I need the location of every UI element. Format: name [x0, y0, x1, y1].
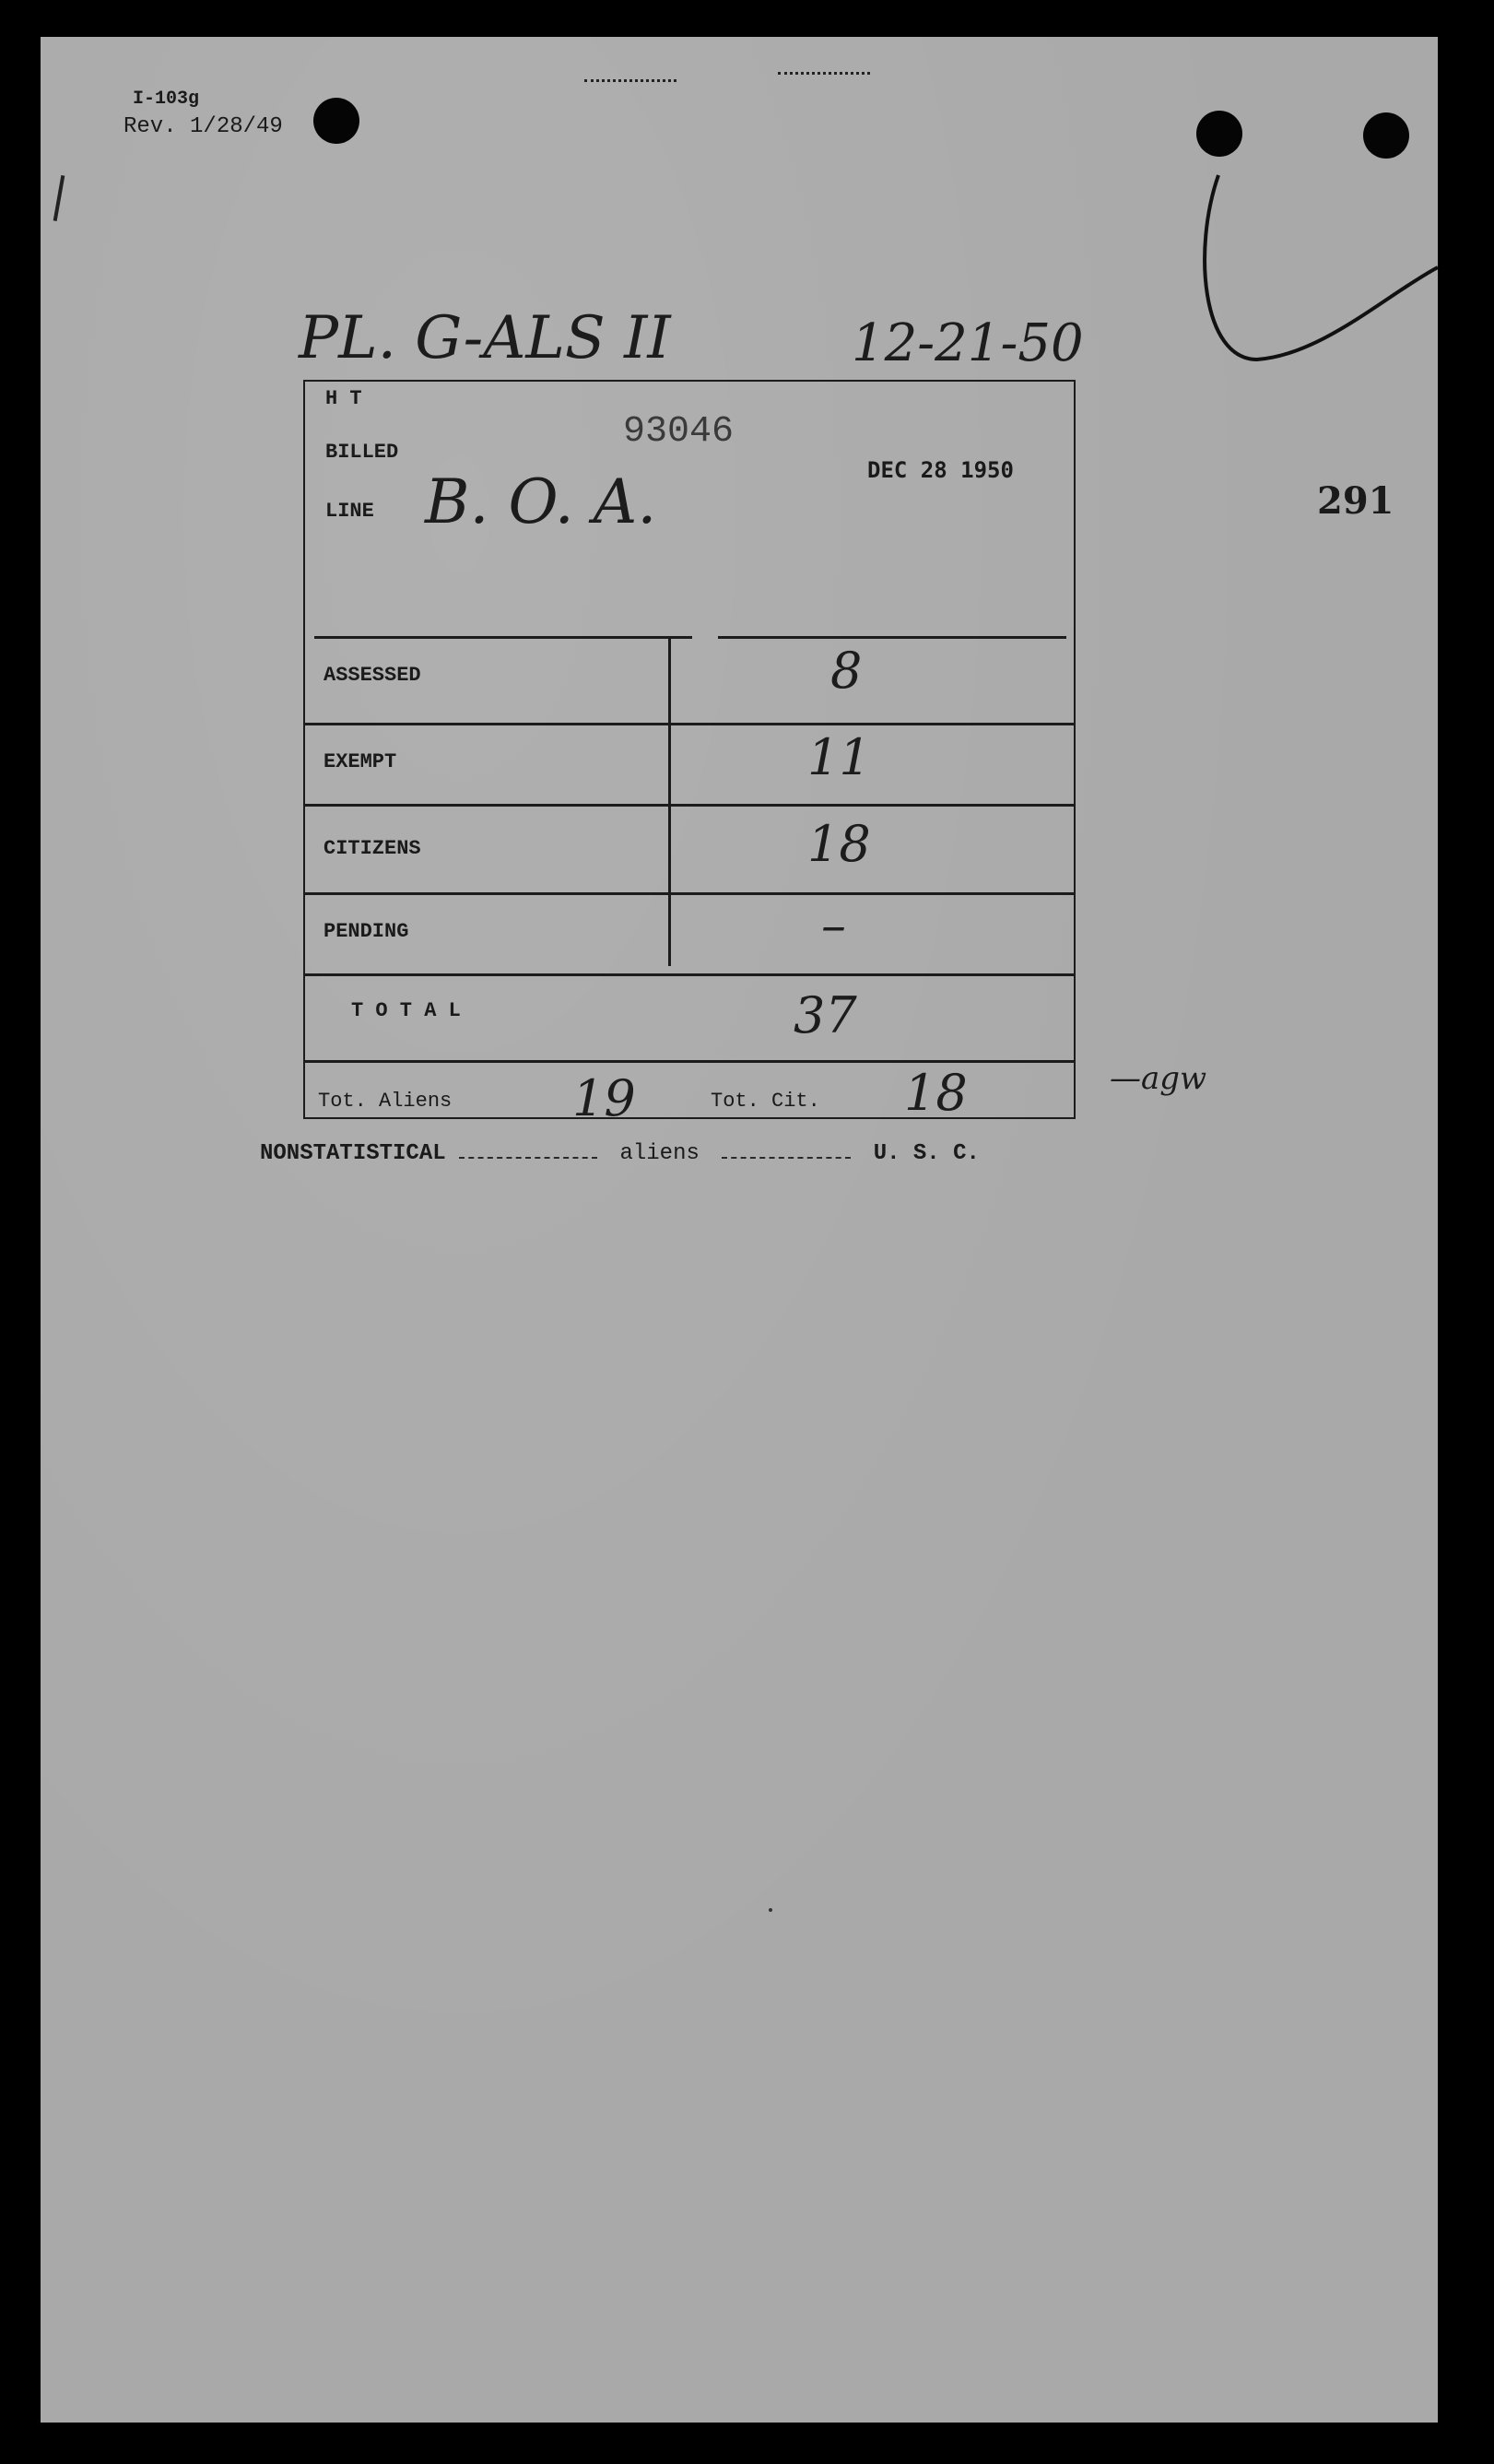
- statistics-form: [303, 380, 1076, 1127]
- row-separator-1: [305, 723, 1074, 725]
- tot-aliens-label: Tot. Aliens: [318, 1090, 453, 1113]
- staple-mark-1: [584, 79, 676, 86]
- edge-mark: [53, 175, 65, 221]
- row-value-citizens: 18: [807, 815, 871, 873]
- form-revision: Rev. 1/28/49: [124, 114, 283, 139]
- nonstatistical-line: [260, 1141, 980, 1166]
- row-value-pending: –: [821, 896, 846, 954]
- row-label-exempt: EXEMPT: [324, 750, 397, 773]
- handwritten-curve: [1183, 138, 1441, 406]
- stamped-number: 93046: [623, 411, 735, 453]
- row-separator-4: [305, 973, 1074, 976]
- row-separator-5: [305, 1060, 1074, 1063]
- nonstatistical-label: NONSTATISTICAL: [260, 1141, 446, 1166]
- tot-cit-label: Tot. Cit.: [711, 1090, 820, 1113]
- punch-hole-left: [313, 98, 359, 144]
- received-date-stamp: DEC 28 1950: [867, 457, 1014, 483]
- billed-label: BILLED: [325, 441, 399, 464]
- row-separator-2: [305, 804, 1074, 807]
- header-separator-right: [718, 636, 1066, 639]
- row-label-assessed: ASSESSED: [324, 664, 421, 687]
- tot-aliens-value: 19: [572, 1069, 636, 1127]
- page-number: 291: [1317, 479, 1394, 523]
- handwritten-initials: —agw: [1110, 1060, 1207, 1097]
- total-label: T O T A L: [351, 999, 461, 1022]
- nonstatistical-blank-2: [722, 1157, 851, 1159]
- speck: [769, 1908, 772, 1912]
- row-value-exempt: 11: [807, 728, 871, 786]
- row-value-assessed: 8: [830, 642, 863, 700]
- total-value: 37: [794, 986, 857, 1044]
- staple-mark-2: [778, 72, 870, 78]
- handwritten-pier-ref: PL. G-ALS II: [299, 304, 671, 372]
- form-code: I-103g: [133, 88, 200, 110]
- aliens-label: aliens: [619, 1141, 700, 1166]
- handwritten-date: 12-21-50: [852, 313, 1084, 373]
- ht-label: H T: [325, 387, 362, 410]
- row-label-pending: PENDING: [324, 920, 409, 943]
- usc-label: U. S. C.: [873, 1141, 980, 1166]
- tot-cit-value: 18: [904, 1064, 968, 1122]
- line-label: LINE: [325, 500, 374, 523]
- row-label-citizens: CITIZENS: [324, 837, 421, 860]
- line-value: B. O. A.: [425, 466, 657, 537]
- column-divider: [668, 638, 671, 966]
- document-page: [41, 37, 1438, 2423]
- nonstatistical-blank-1: [459, 1157, 597, 1159]
- row-separator-3: [305, 892, 1074, 895]
- header-separator-left: [314, 636, 692, 639]
